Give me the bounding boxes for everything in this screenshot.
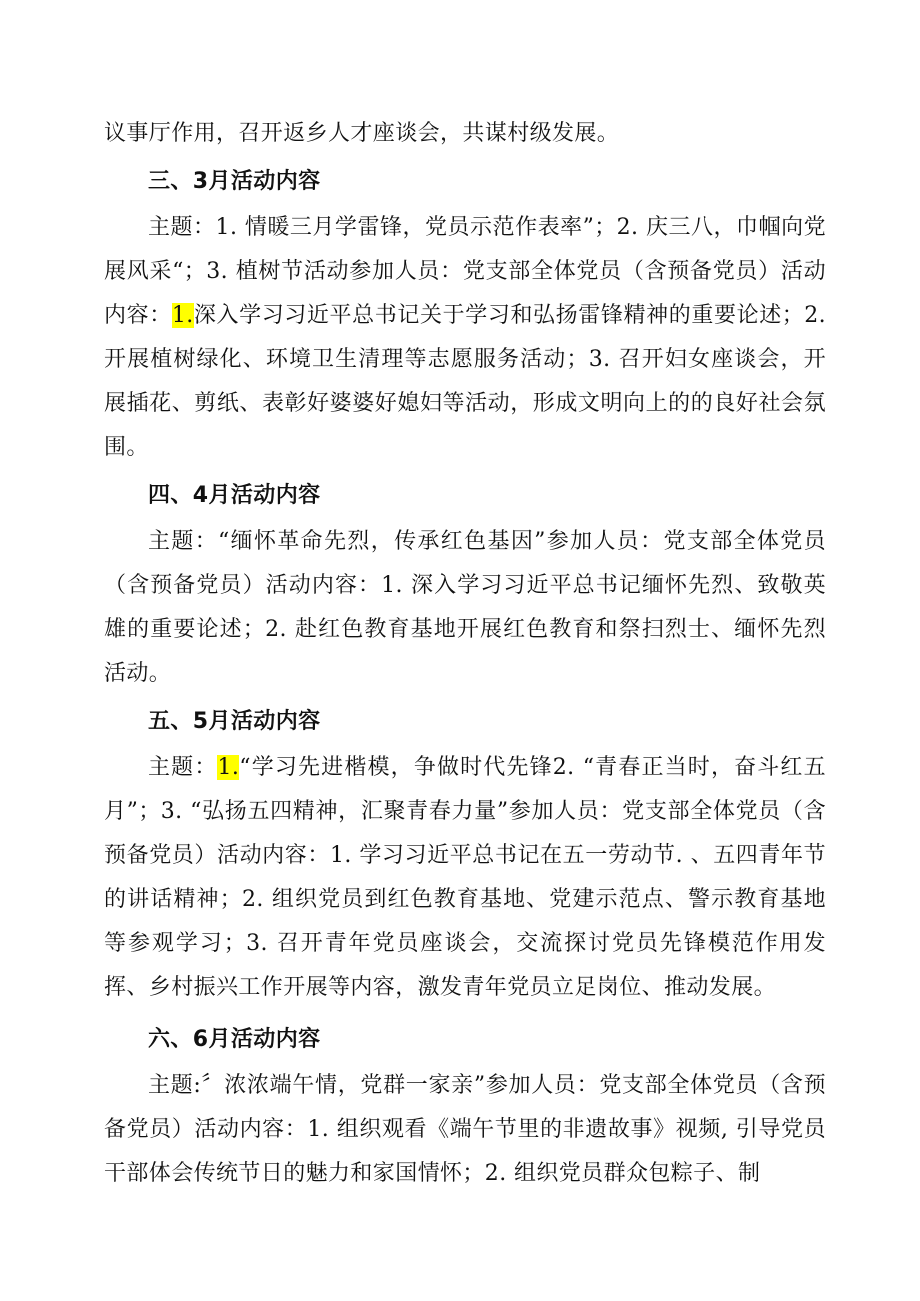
section-heading-april: 四、4月活动内容: [148, 483, 321, 508]
section-heading-may: 五、5月活动内容: [148, 709, 321, 734]
may-paragraph-text-start: 主题：: [148, 755, 218, 780]
highlighted-number-may: 1.: [217, 755, 240, 780]
intro-paragraph-tail: 议事厅作用，召开返乡人才座谈会，共谋村级发展。: [104, 121, 620, 146]
march-paragraph-text-end: 深入学习习近平总书记关于学习和弘扬雷锋精神的重要论述；2. 开展植树绿化、环境卫生清理等志愿服务活动；3. 召开妇女座谈会，开展插花、剪纸、表彰好婆婆好媳妇等活动，形成文明向上的的良好社会氛围。: [104, 303, 826, 460]
may-paragraph-text-end: “学习先进楷模，争做时代先锋2. “青春正当时，奋斗红五月”；3. “弘扬五四精神，汇聚青春力量”参加人员：党支部全体党员（含预备党员）活动内容：1. 学习习近平总书记在五一劳动节. 、五四青年节的讲话精神；2. 组织党员到红色教育基地、党建示范点、警示教育基地等参观学习；3. 召开青年党员座谈会，交流探讨党员先锋模范作用发挥、乡村振兴工作开展等内容，激发青年党员立足岗位、推动发展。: [104, 755, 826, 1000]
section-heading-june: 六、6月活动内容: [148, 1027, 321, 1052]
section-heading-march: 三、3月活动内容: [148, 169, 321, 194]
section-paragraph-may: [104, 746, 826, 1010]
march-paragraph-text-start: 主题：1. 情暖三月学雷锋，党员示范作表率”；2. 庆三八，巾帼向党展风采“；3. 植树节活动参加人员：党支部全体党员（含预备党员）活动内容：: [104, 215, 826, 328]
section-paragraph-april: 主题：“缅怀革命先烈，传承红色基因”参加人员：党支部全体党员（含预备党员）活动内容：1. 深入学习习近平总书记缅怀先烈、致敬英雄的重要论述；2. 赴红色教育基地开展红色教育和祭扫烈士、缅怀先烈活动。: [104, 529, 826, 686]
highlighted-number-march: 1.: [171, 303, 194, 328]
section-paragraph-june: 主题:〞浓浓端午情，党群一家亲”参加人员：党支部全体党员（含预备党员）活动内容：1. 组织观看《端午节里的非遗故事》视频, 引导党员干部体会传统节日的魅力和家国情怀；2. 组织党员群众包粽子、制: [104, 1073, 826, 1186]
section-paragraph-march: [104, 206, 826, 470]
document-body: [104, 112, 826, 1196]
